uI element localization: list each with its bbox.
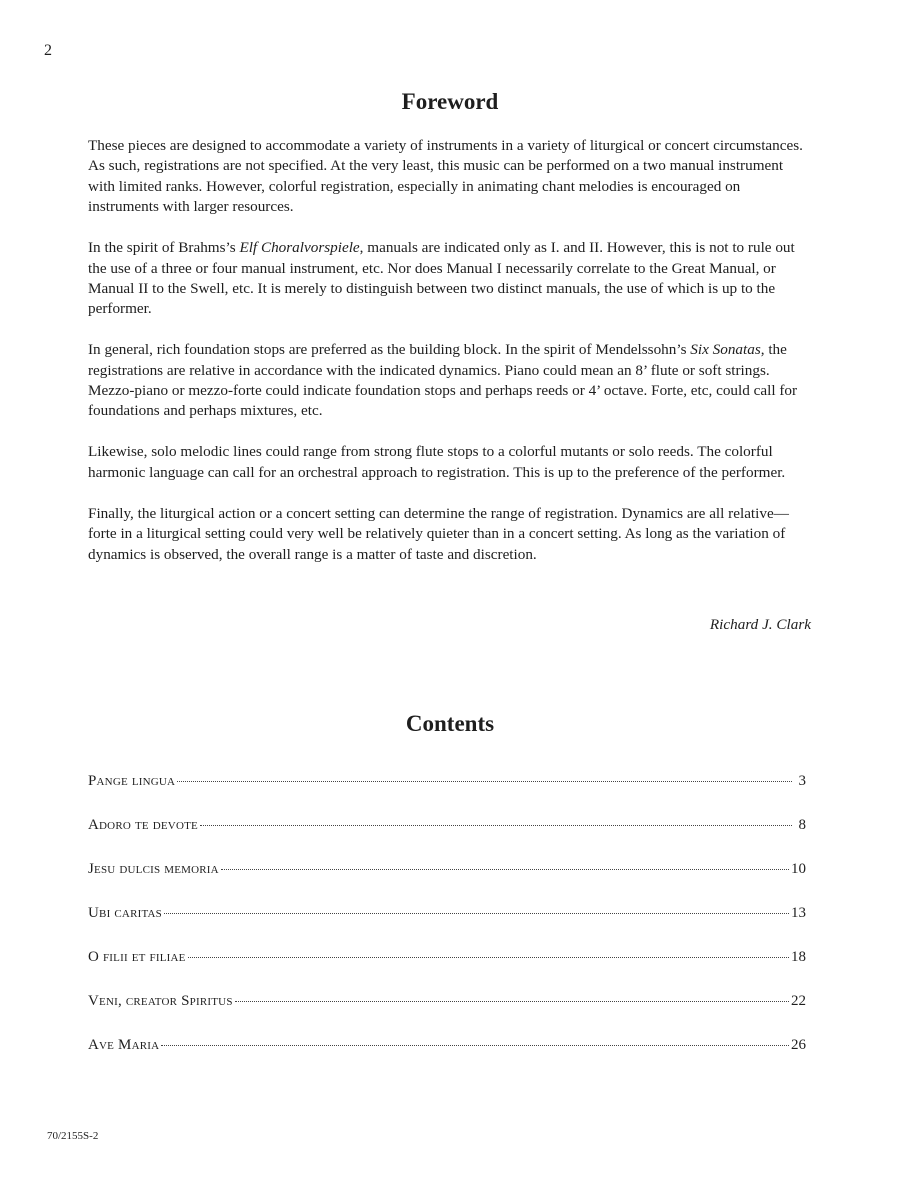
toc-entry-title: O filii et filiae — [88, 949, 186, 965]
toc-entry-page: 26 — [791, 1037, 806, 1053]
table-of-contents — [88, 773, 806, 1081]
toc-leader-dots — [200, 825, 792, 826]
toc-entry-page: 18 — [791, 949, 806, 965]
foreword-paragraph-1: These pieces are designed to accommodate a variety of instruments in a variety of liturgical or concert circumstances. As such, registrations are not specified. At the very least, this music can be performed on a two manual instrument with limited ranks. However, colorful registration, especially in animating chant melodies is encouraged on instruments with larger resources. — [88, 137, 803, 216]
toc-entry[interactable] — [88, 1037, 806, 1081]
toc-leader-dots — [188, 957, 789, 958]
toc-entry-title: Adoro te devote — [88, 817, 198, 833]
toc-entry-page: 3 — [798, 773, 806, 789]
toc-leader-dots — [177, 781, 792, 782]
toc-entry[interactable] — [88, 773, 806, 817]
toc-entry-title: Jesu dulcis memoria — [88, 861, 219, 877]
toc-entry[interactable] — [88, 905, 806, 949]
toc-entry[interactable] — [88, 949, 806, 993]
foreword-paragraph-2-start: In the spirit of Brahms’s — [88, 239, 240, 257]
mendelssohn-work-title: Six Sonatas — [690, 341, 761, 359]
contents-title: Contents — [405, 711, 495, 736]
toc-leader-dots — [164, 913, 789, 914]
toc-entry-title: Veni, creator Spiritus — [88, 993, 233, 1009]
toc-entry-title: Pange lingua — [88, 773, 176, 789]
toc-leader-dots — [235, 1001, 789, 1002]
foreword-paragraph-3-start: In general, rich foundation stops are preferred as the building block. In the spirit of Mendelssohn’s — [88, 341, 691, 359]
toc-entry-page: 22 — [791, 993, 806, 1009]
foreword-paragraph-5: Finally, the liturgical action or a concert setting can determine the range of registration. Dynamics are all relative—forte in a liturgical setting could very well be relatively quieter than in a concert setting. As long as the variation of dynamics is observed, the overall range is a matter of taste and discretion. — [88, 504, 789, 563]
toc-entry-title: Ubi caritas — [88, 905, 162, 921]
toc-entry[interactable] — [88, 817, 806, 861]
foreword-paragraph-2-end: , manuals are indicated only as I. and II. However, this is not to rule out the use of a three or four manual instrument, etc. Nor does Manual I necessarily correlate to the Great Manual, or Manual II to the Swell, etc. It is merely to distinguish between two distinct manuals, the use of which is up to the performer. — [88, 239, 795, 318]
toc-entry-page: 10 — [791, 861, 806, 877]
brahms-work-title: Elf Choralvorspiele — [239, 239, 360, 257]
foreword-paragraph-2 — [88, 238, 812, 320]
foreword-paragraph-3-end: , the registrations are relative in accordance with the indicated dynamics. Piano could mean an 8’ flute or soft strings. Mezzo-piano or mezzo-forte could indicate foundation stops and perhaps reeds or 4’ octave. Forte, etc, could call for foundations and perhaps mixtures, etc. — [88, 341, 798, 420]
toc-leader-dots — [161, 1045, 789, 1046]
foreword-body — [88, 136, 812, 585]
toc-entry[interactable] — [88, 861, 806, 905]
foreword-paragraph-3 — [88, 340, 812, 422]
toc-leader-dots — [221, 869, 789, 870]
catalog-number: 70/2155S-2 — [47, 1130, 99, 1142]
page-number: 2 — [44, 42, 52, 59]
foreword-paragraph-4: Likewise, solo melodic lines could range from strong flute stops to a colorful mutants or solo reeds. The colorful harmonic language can call for an orchestral approach to registration. This is up to the preference of the performer. — [88, 443, 786, 481]
toc-entry-page: 13 — [791, 905, 806, 921]
foreword-title: Foreword — [401, 89, 499, 114]
author-signature: Richard J. Clark — [709, 616, 811, 633]
toc-entry[interactable] — [88, 993, 806, 1037]
toc-entry-page: 8 — [798, 817, 806, 833]
toc-entry-title: Ave Maria — [88, 1037, 160, 1053]
